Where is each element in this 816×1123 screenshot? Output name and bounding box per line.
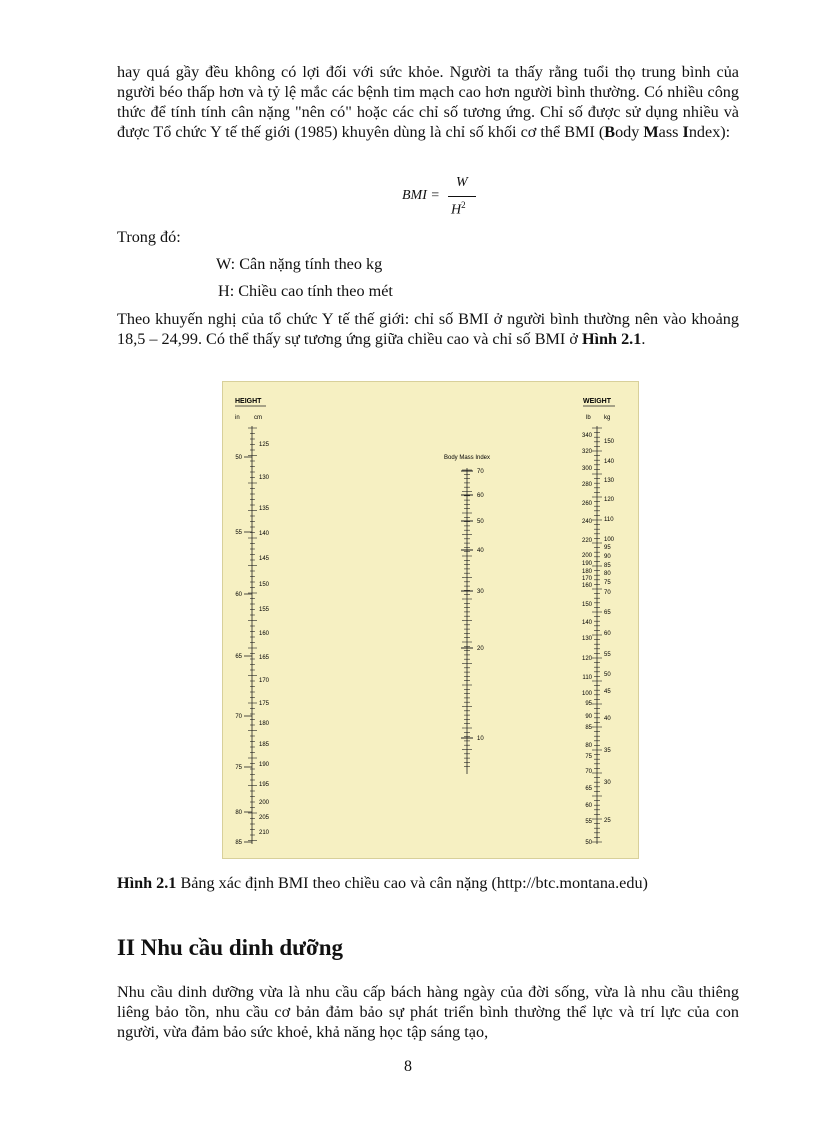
height-cm-label: 155 [259, 607, 270, 613]
weight-lb-label: 240 [581, 519, 592, 525]
weight-lb-label: 300 [581, 466, 592, 472]
weight-lb-label: 320 [581, 449, 592, 455]
weight-lb-label: 180 [581, 569, 592, 575]
weight-kg-label: 90 [604, 554, 611, 560]
weight-kg-label: 30 [604, 780, 611, 786]
weight-kg-label: 75 [604, 580, 611, 586]
height-cm-label: 180 [259, 721, 270, 727]
weight-lb-label: 55 [585, 819, 592, 825]
height-cm-label: 175 [259, 701, 270, 707]
weight-lb-label: 140 [581, 620, 592, 626]
bmi-label: 60 [477, 493, 484, 499]
height-in-label: 85 [235, 840, 242, 846]
bmi-nomogram [223, 382, 638, 858]
weight-scale [582, 426, 615, 846]
weight-title: WEIGHT [583, 398, 611, 405]
height-cm-label: 130 [259, 475, 270, 481]
height-in-label: 60 [235, 592, 242, 598]
formula-denominator: $H^2$ [451, 200, 466, 218]
weight-lb-label: 220 [581, 538, 592, 544]
bmi-scale [461, 468, 484, 774]
weight-kg-label: 100 [604, 537, 615, 543]
height-cm-label: 210 [259, 830, 270, 836]
bmi-nomogram-figure [222, 381, 639, 859]
weight-lb-label: 90 [585, 714, 592, 720]
weight-lb-label: 150 [581, 602, 592, 608]
weight-kg-label: 110 [604, 517, 614, 523]
weight-lb-label: 340 [581, 433, 592, 439]
fraction-bar [448, 196, 476, 197]
weight-lb-label: 110 [582, 675, 592, 681]
weight-kg-label: 130 [604, 478, 615, 484]
bmi-label: 20 [477, 646, 484, 652]
height-title: HEIGHT [235, 398, 262, 405]
height-in-label: 55 [235, 530, 242, 536]
weight-kg-label: 95 [604, 545, 611, 551]
weight-lb-label: 75 [585, 754, 592, 760]
bmi-formula [400, 176, 520, 224]
height-cm-label: 160 [259, 631, 270, 637]
height-in-label: 70 [235, 714, 242, 720]
bmi-label: 30 [477, 589, 484, 595]
definition-h: H: Chiều cao tính theo mét [218, 282, 393, 300]
weight-lb-label: 85 [585, 725, 592, 731]
intro-paragraph: hay quá gầy đều không có lợi đối với sức khỏe. Người ta thấy rằng tuổi thọ trung bình của người béo thấp hơn và tỷ lệ mắc các bệnh tim mạch cao hơn người bình thường. Có nhiều công thức để tính tính cân nặng "nên có" hoặc các chỉ số tương ứng. Chỉ số được sử dụng nhiều và được Tổ chức Y tế thế giới (1985) khuyên dùng là chỉ số khối cơ thể BMI (Body Mass Index): [117, 63, 739, 141]
weight-unit-lb: lb [586, 415, 591, 421]
figure-caption: Hình 2.1 Bảng xác định BMI theo chiều cao và cân nặng (http://btc.montana.edu) [117, 874, 648, 892]
bmi-label: 10 [477, 736, 484, 742]
recommendation-paragraph: Theo khuyến nghị của tổ chức Y tế thế giới: chỉ số BMI ở người bình thường nên vào khoảng 18,5 – 24,99. Có thể thấy sự tương ứng giữa chiều cao và chỉ số BMI ở Hình 2.1. [117, 310, 739, 348]
height-cm-label: 185 [259, 742, 270, 748]
weight-kg-label: 45 [604, 689, 611, 695]
height-cm-label: 170 [259, 678, 270, 684]
page-number: 8 [404, 1058, 412, 1075]
height-in-label: 75 [235, 765, 242, 771]
section-heading: II Nhu cầu dinh dưỡng [117, 935, 343, 960]
bmi-label: 50 [477, 519, 484, 525]
weight-lb-label: 160 [581, 583, 592, 589]
intro-block [117, 62, 739, 142]
weight-kg-label: 50 [604, 672, 611, 678]
height-in-label: 65 [235, 654, 242, 660]
weight-lb-label: 60 [585, 803, 592, 809]
bmi-title: Body Mass Index [443, 455, 491, 461]
weight-lb-label: 100 [581, 691, 592, 697]
weight-lb-label: 120 [581, 656, 592, 662]
weight-kg-label: 65 [604, 610, 611, 616]
weight-kg-label: 40 [604, 716, 611, 722]
height-cm-label: 200 [259, 800, 270, 806]
height-scale [235, 426, 269, 846]
height-in-label: 50 [235, 455, 242, 461]
bmi-label: 40 [477, 548, 484, 554]
recommendation-block [117, 309, 739, 349]
height-cm-label: 135 [259, 506, 270, 512]
weight-kg-label: 140 [604, 459, 615, 465]
where-label: Trong đó: [117, 228, 181, 246]
weight-lb-label: 280 [581, 482, 592, 488]
weight-lb-label: 80 [585, 743, 592, 749]
weight-lb-label: 50 [585, 840, 592, 846]
weight-kg-label: 60 [604, 631, 611, 637]
height-cm-label: 125 [259, 442, 270, 448]
height-cm-label: 190 [259, 762, 270, 768]
definition-w: W: Cân nặng tính theo kg [216, 255, 383, 273]
height-cm-label: 205 [259, 815, 270, 821]
height-cm-label: 145 [259, 556, 270, 562]
weight-lb-label: 260 [581, 501, 592, 507]
weight-lb-label: 170 [581, 576, 592, 582]
section-block [117, 982, 739, 1042]
formula-lhs: BMI = [402, 188, 440, 203]
weight-unit-kg: kg [604, 415, 611, 421]
weight-kg-label: 85 [604, 563, 611, 569]
weight-kg-label: 25 [604, 818, 611, 824]
weight-lb-label: 200 [581, 553, 592, 559]
height-cm-label: 195 [259, 782, 270, 788]
height-in-label: 80 [235, 810, 242, 816]
weight-lb-label: 70 [585, 769, 592, 775]
weight-kg-label: 120 [604, 497, 615, 503]
formula-numerator: W [456, 175, 468, 190]
height-unit-in: in [235, 415, 240, 421]
weight-lb-label: 65 [585, 786, 592, 792]
height-unit-cm: cm [254, 415, 262, 421]
weight-kg-label: 55 [604, 652, 611, 658]
weight-kg-label: 35 [604, 748, 611, 754]
section-paragraph: Nhu cầu dinh dưỡng vừa là nhu cầu cấp bách hàng ngày của đời sống, vừa là nhu cầu thiêng liêng bảo tồn, nhu cầu cơ bản đảm bảo sự phát triển bình thường thể lực và trí lực của con người, vừa đảm bảo sức khoẻ, khả năng học tập sáng tạo, [117, 983, 739, 1041]
bmi-label: 70 [477, 469, 484, 475]
height-cm-label: 165 [259, 655, 270, 661]
weight-lb-label: 190 [581, 561, 592, 567]
weight-kg-label: 80 [604, 571, 611, 577]
weight-lb-label: 130 [581, 636, 592, 642]
weight-kg-label: 70 [604, 590, 611, 596]
height-cm-label: 140 [259, 531, 270, 537]
weight-kg-label: 150 [604, 439, 615, 445]
weight-lb-label: 95 [585, 701, 592, 707]
height-cm-label: 150 [259, 582, 270, 588]
